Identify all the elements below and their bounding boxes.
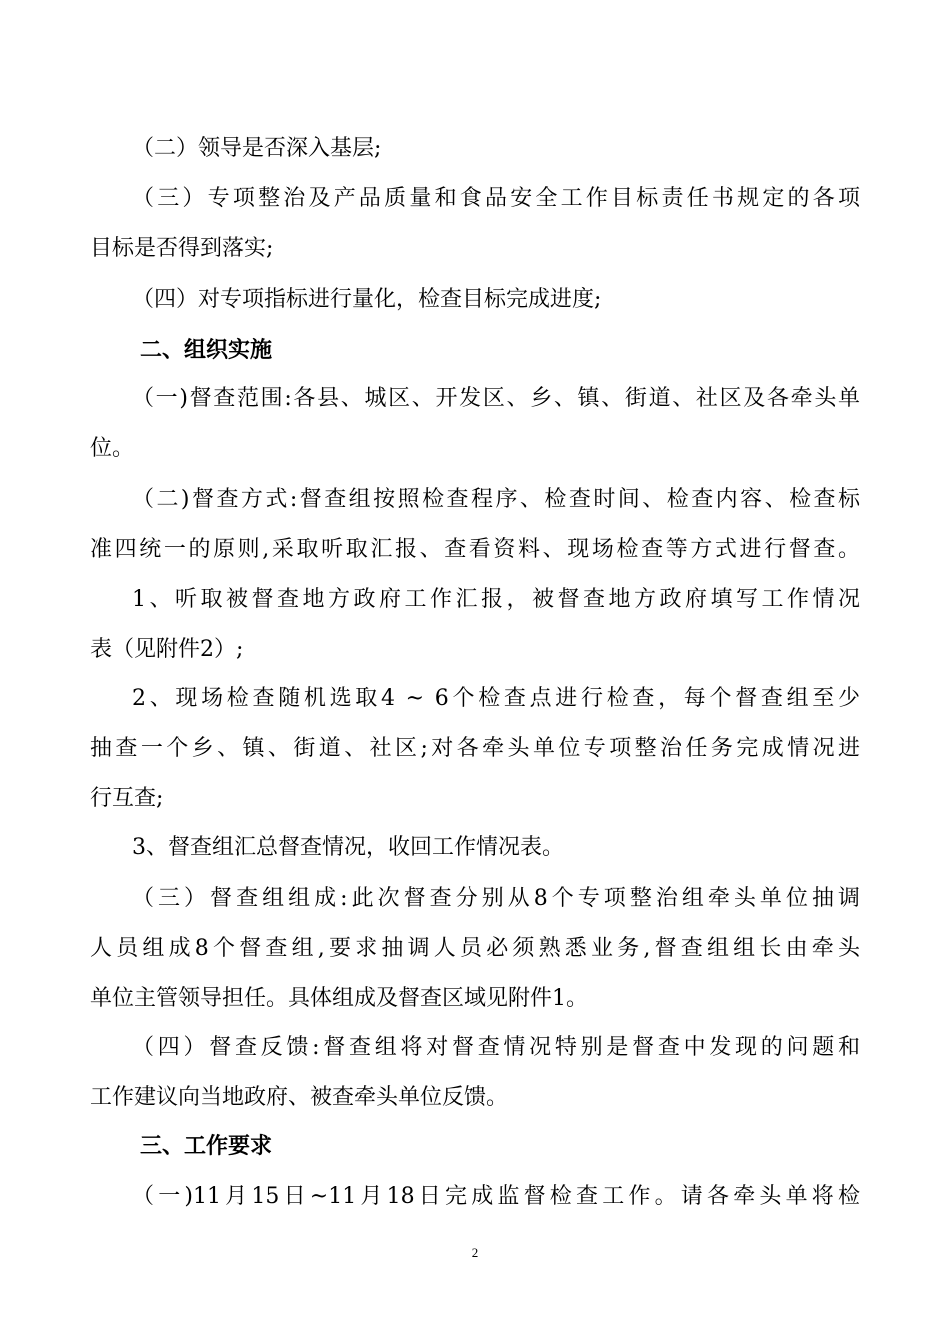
- item-scope-line2: 位。: [90, 436, 135, 461]
- item-method-line1: （二)督查方式:督查组按照检查程序、检查时间、检查内容、检查标: [132, 487, 860, 512]
- item-targets-line1: （三）专项整治及产品质量和食品安全工作目标责任书规定的各项: [132, 186, 860, 211]
- item-leadership-grassroots: （二）领导是否深入基层;: [132, 136, 382, 161]
- item-quantify-indicators: （四）对专项指标进行量化，检查目标完成进度;: [132, 287, 602, 312]
- item-step1-line1: 1、听取被督查地方政府工作汇报，被督查地方政府填写工作情况: [132, 587, 860, 612]
- item-deadline-line1: （一)11月15日~11月18日完成监督检查工作。请各牵头单将检: [132, 1184, 860, 1209]
- item-composition-line3: 单位主管领导担任。具体组成及督查区域见附件1。: [90, 986, 588, 1011]
- item-step3: 3、督查组汇总督查情况，收回工作情况表。: [132, 835, 564, 860]
- item-composition-line1: （三）督查组组成:此次督查分别从8个专项整治组牵头单位抽调: [132, 886, 860, 911]
- item-step2-line2: 抽查一个乡、镇、街道、社区;对各牵头单位专项整治任务完成情况进: [90, 736, 860, 761]
- section-heading-organization: 二、组织实施: [140, 338, 273, 363]
- item-composition-line2: 人员组成8个督查组,要求抽调人员必须熟悉业务,督查组组长由牵头: [90, 936, 860, 961]
- page-number: 2: [471, 1245, 479, 1260]
- item-feedback-line1: （四）督查反馈:督查组将对督查情况特别是督查中发现的问题和: [132, 1035, 860, 1060]
- section-heading-requirements: 三、工作要求: [140, 1134, 273, 1159]
- item-feedback-line2: 工作建议向当地政府、被查牵头单位反馈。: [90, 1085, 509, 1110]
- item-step1-line2: 表（见附件2）;: [90, 637, 244, 662]
- item-scope-line1: （一)督查范围:各县、城区、开发区、乡、镇、街道、社区及各牵头单: [132, 386, 860, 411]
- item-targets-line2: 目标是否得到落实;: [90, 236, 274, 261]
- item-method-line2: 准四统一的原则,采取听取汇报、查看资料、现场检查等方式进行督查。: [90, 537, 860, 562]
- item-step2-line1: 2、现场检查随机选取4 ~ 6个检查点进行检查，每个督查组至少: [132, 686, 860, 711]
- item-step2-line3: 行互查;: [90, 786, 164, 811]
